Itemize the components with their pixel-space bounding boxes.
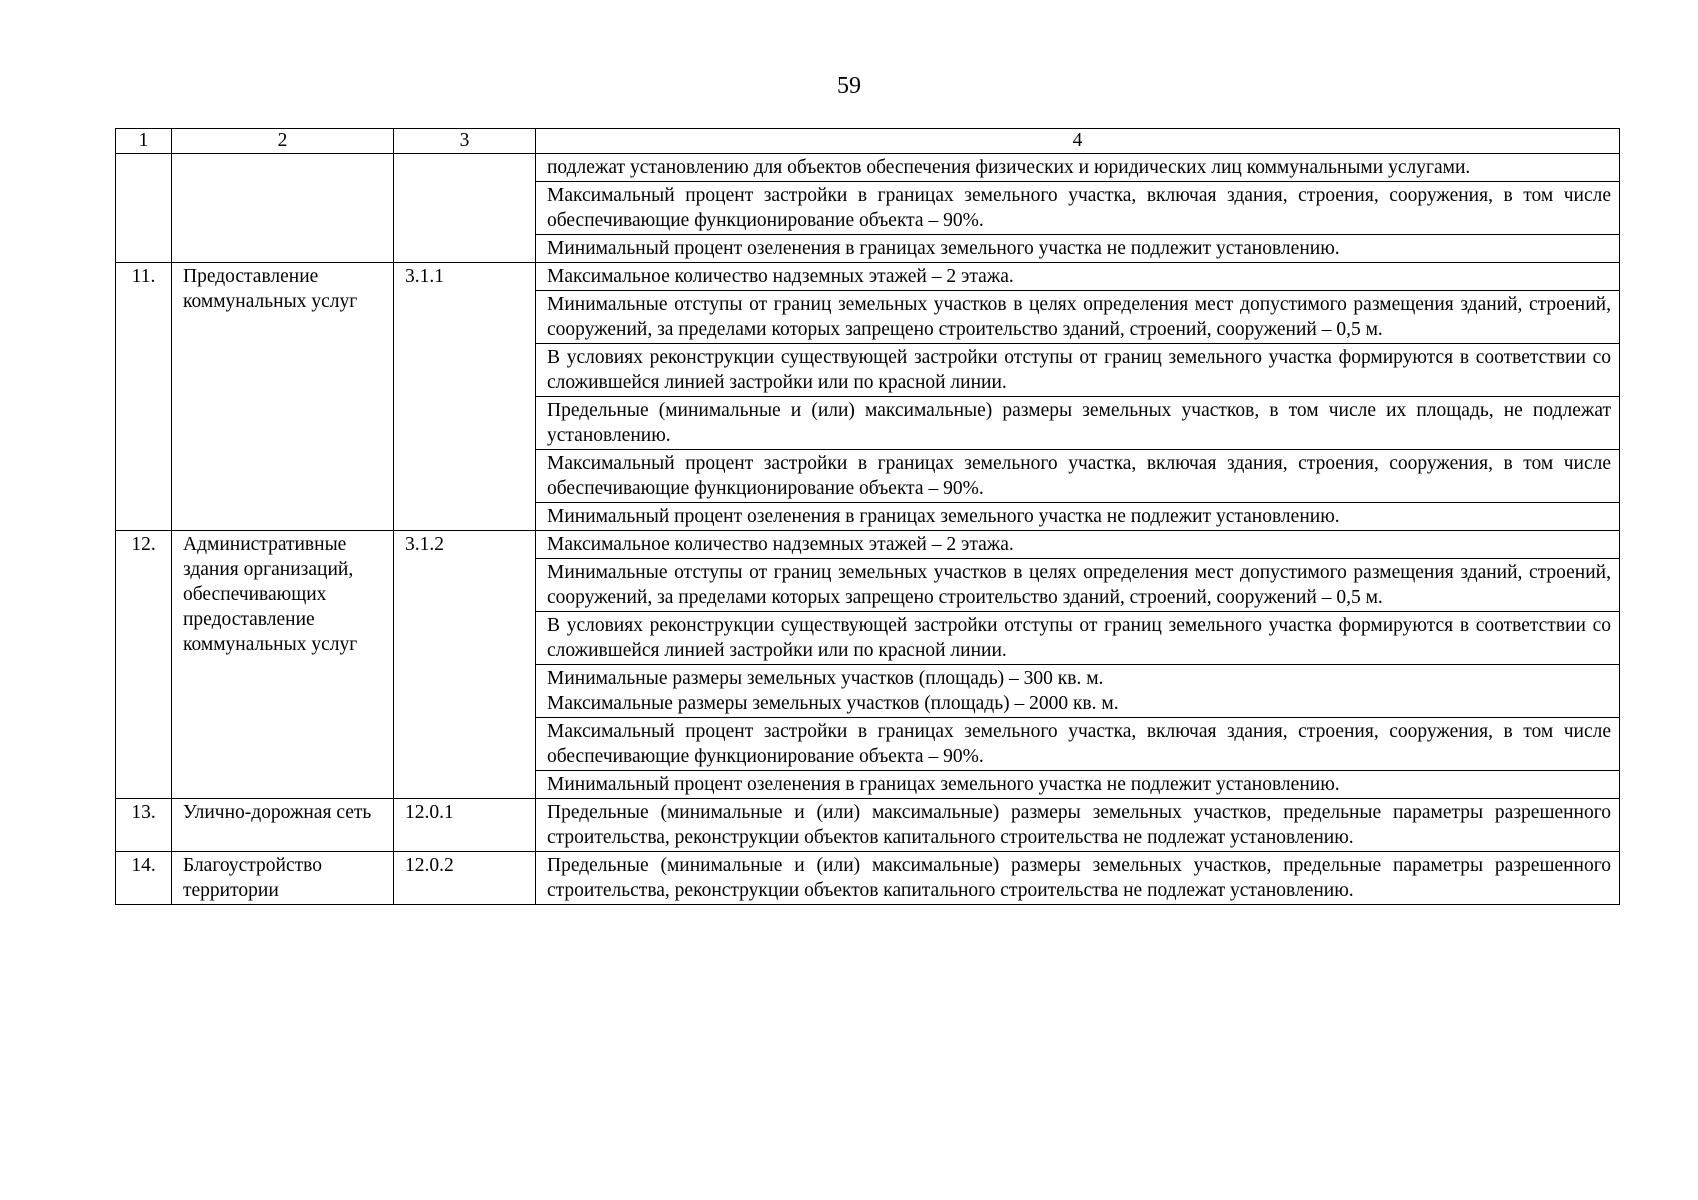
parameter-cell bbox=[536, 263, 1620, 291]
column-number-3: 3 bbox=[394, 129, 536, 154]
parameter-cell bbox=[536, 665, 1620, 718]
parameter-cell bbox=[536, 154, 1620, 182]
parameter-text: подлежат установлению для объектов обеспечения физических и юридических лиц коммунальными услугами. bbox=[547, 157, 1471, 178]
row-number-cell: 12. bbox=[116, 531, 172, 799]
continuation-row bbox=[116, 154, 1620, 182]
parameter-text: Максимальное количество надземных этажей – 2 этажа. bbox=[547, 534, 1014, 555]
parameter-text: Минимальный процент озеленения в границах земельного участка не подлежит установлению. bbox=[547, 774, 1340, 795]
parameter-cell bbox=[536, 852, 1620, 905]
column-number-2: 2 bbox=[172, 129, 394, 154]
parameter-text: Предельные (минимальные и (или) максимальные) размеры земельных участков, предельные параметры разрешенного строительства, реконструкции объектов капитального строительства не подлежат установлению. bbox=[547, 855, 1611, 901]
row-number-cell: 13. bbox=[116, 799, 172, 852]
land-use-name-cell bbox=[172, 154, 394, 263]
parameter-cell bbox=[536, 450, 1620, 503]
table-row bbox=[116, 799, 1620, 852]
column-number-4: 4 bbox=[536, 129, 1620, 154]
parameter-text: Минимальные отступы от границ земельных участков в целях определения мест допустимого размещения зданий, строений, сооружений, за пределами которых запрещено строительство зданий, строений, сооружений – 0,5 м. bbox=[547, 562, 1611, 608]
parameter-text: В условиях реконструкции существующей застройки отступы от границ земельного участка формируются в соответствии со сложившейся линией застройки или по красной линии. bbox=[547, 347, 1611, 393]
parameter-cell bbox=[536, 291, 1620, 344]
parameter-cell bbox=[536, 503, 1620, 531]
land-use-parameters-table bbox=[115, 128, 1620, 905]
land-use-code-cell bbox=[394, 154, 536, 263]
parameter-cell bbox=[536, 182, 1620, 235]
page-number: 59 bbox=[837, 73, 861, 99]
parameter-cell bbox=[536, 235, 1620, 263]
land-use-name-cell: Предоставление коммунальных услуг bbox=[172, 263, 394, 531]
column-number-1: 1 bbox=[116, 129, 172, 154]
table-row bbox=[116, 263, 1620, 291]
parameter-text: Предельные (минимальные и (или) максимальные) размеры земельных участков, предельные параметры разрешенного строительства, реконструкции объектов капитального строительства не подлежат установлению. bbox=[547, 802, 1611, 848]
land-use-name-cell: Административные здания организаций, обеспечивающих предоставление коммунальных услуг bbox=[172, 531, 394, 799]
parameter-cell bbox=[536, 799, 1620, 852]
parameter-text: Максимальный процент застройки в границах земельного участка, включая здания, строения, сооружения, в том числе обеспечивающие функционирование объекта – 90%. bbox=[547, 721, 1611, 767]
parameter-text: Максимальный процент застройки в границах земельного участка, включая здания, строения, сооружения, в том числе обеспечивающие функционирование объекта – 90%. bbox=[547, 453, 1611, 499]
parameter-cell bbox=[536, 718, 1620, 771]
land-use-code-cell: 3.1.1 bbox=[394, 263, 536, 531]
parameter-cell bbox=[536, 531, 1620, 559]
parameter-text: Максимальное количество надземных этажей – 2 этажа. bbox=[547, 266, 1014, 287]
land-use-code-cell: 12.0.2 bbox=[394, 852, 536, 905]
land-use-code-cell: 3.1.2 bbox=[394, 531, 536, 799]
parameter-text: Максимальный процент застройки в границах земельного участка, включая здания, строения, сооружения, в том числе обеспечивающие функционирование объекта – 90%. bbox=[547, 185, 1611, 231]
row-number-cell: 14. bbox=[116, 852, 172, 905]
parameter-text: Предельные (минимальные и (или) максимальные) размеры земельных участков, в том числе их площадь, не подлежат установлению. bbox=[547, 400, 1611, 446]
table-row bbox=[116, 531, 1620, 559]
table-row bbox=[116, 852, 1620, 905]
parameter-cell bbox=[536, 612, 1620, 665]
parameter-cell bbox=[536, 559, 1620, 612]
land-use-name-cell: Улично-дорожная сеть bbox=[172, 799, 394, 852]
parameter-cell bbox=[536, 397, 1620, 450]
row-number-cell bbox=[116, 154, 172, 263]
parameter-text: Минимальный процент озеленения в границах земельного участка не подлежит установлению. bbox=[547, 506, 1340, 527]
table-body bbox=[116, 129, 1620, 905]
parameter-cell bbox=[536, 771, 1620, 799]
row-number-cell: 11. bbox=[116, 263, 172, 531]
land-use-code-cell: 12.0.1 bbox=[394, 799, 536, 852]
parameter-text: Минимальные отступы от границ земельных участков в целях определения мест допустимого размещения зданий, строений, сооружений, за пределами которых запрещено строительство зданий, строений, сооружений – 0,5 м. bbox=[547, 294, 1611, 340]
parameter-text: Минимальные размеры земельных участков (площадь) – 300 кв. м. bbox=[547, 668, 1104, 689]
parameter-text: В условиях реконструкции существующей застройки отступы от границ земельного участка формируются в соответствии со сложившейся линией застройки или по красной линии. bbox=[547, 615, 1611, 661]
parameter-text: Максимальные размеры земельных участков (площадь) – 2000 кв. м. bbox=[547, 693, 1119, 714]
parameter-cell bbox=[536, 344, 1620, 397]
column-number-row bbox=[116, 129, 1620, 154]
parameter-text: Минимальный процент озеленения в границах земельного участка не подлежит установлению. bbox=[547, 238, 1340, 259]
land-use-name-cell: Благоустройство территории bbox=[172, 852, 394, 905]
